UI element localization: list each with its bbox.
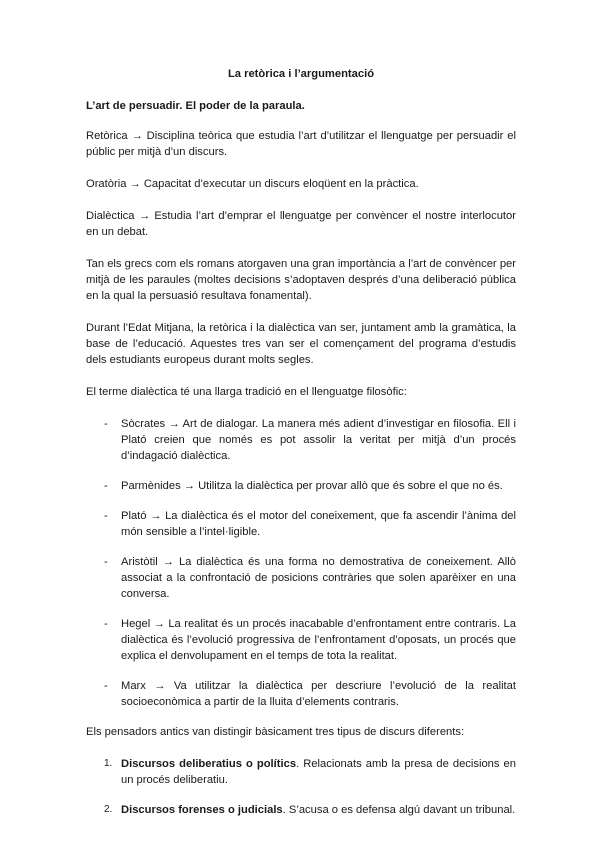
philosophers-list xyxy=(86,416,516,710)
list-item-deliberative xyxy=(86,756,516,788)
discourse-type-name: Discursos forenses o judicials xyxy=(121,804,283,816)
dash-bullet: - xyxy=(104,510,108,522)
paragraph-greeks-romans: Tan els grecs com els romans atorgaven una gran importància a l’art de convèncer per mitjà de les paraules (moltes decisions s’adoptaven després d’una deliberació pública en la qual la persuasió resultava fonamental). xyxy=(86,258,516,302)
definition-dialectica: Dialèctica → Estudia l’art d’emprar el llenguatge per convèncer el nostre interlocutor en un debat. xyxy=(86,210,516,238)
list-item-text: Parmènides → Utilitza la dialèctica per provar allò que és sobre el que no és. xyxy=(121,480,503,492)
list-item-hegel xyxy=(86,616,516,664)
document-subtitle: L’art de persuadir. El poder de la paraula. xyxy=(86,100,305,112)
list-item-text: Aristòtil → La dialèctica és una forma no demostrativa de coneixement. Allò associat a la confrontació de posicions contràries que solen aparèixer en una conversa. xyxy=(121,556,516,600)
paragraph-middle-ages: Durant l’Edat Mitjana, la retòrica i la dialèctica van ser, juntament amb la gramàtica, la base de l’educació. Aquestes tres van ser el començament del programa d’estudis dels estudiants europeus durant molts segles. xyxy=(86,322,516,366)
dash-bullet: - xyxy=(104,680,108,692)
list-number: 2. xyxy=(104,804,113,815)
discourse-type-description: . S’acusa o es defensa algú davant un tribunal. xyxy=(282,804,516,816)
list-item-aristotle xyxy=(86,554,516,602)
list-item-plato xyxy=(86,508,516,540)
list-item-forensic xyxy=(86,802,516,818)
definition-oratoria: Oratòria → Capacitat d’executar un discurs eloqüent en la pràctica. xyxy=(86,178,419,190)
list-item-text: Sòcrates → Art de dialogar. La manera més adient d’investigar en filosofia. Ell i Plató creien que només es pot assolir la veritat per mitjà d’un procés d’indagació dialèctica. xyxy=(121,418,516,462)
definition-retorica: Retòrica → Disciplina teòrica que estudia l’art d’utilitzar el llenguatge per persuadir el públic per mitjà d’un discurs. xyxy=(86,130,516,158)
list-item-socrates xyxy=(86,416,516,464)
list-item-text: Marx → Va utilitzar la dialèctica per descriure l’evolució de la realitat socioeconòmica a partir de la lluita d’elements contraris. xyxy=(121,680,516,708)
discourse-types-list xyxy=(86,756,516,818)
discourse-type-name: Discursos deliberatius o polítics xyxy=(121,758,297,770)
dash-bullet: - xyxy=(104,480,108,492)
document-body xyxy=(86,66,516,832)
list-item-parmenides xyxy=(86,478,516,494)
list-item-marx xyxy=(86,678,516,710)
list-number: 1. xyxy=(104,758,113,769)
paragraph-dialectic-intro: El terme dialèctica té una llarga tradició en el llenguatge filosòfic: xyxy=(86,386,407,398)
document-title: La retòrica i l’argumentació xyxy=(227,68,375,80)
dash-bullet: - xyxy=(104,418,108,430)
list-item-text: Hegel → La realitat és un procés inacabable d’enfrontament entre contraris. La dialèctica és l’evolució progressiva de l’enfrontament d’oposats, un procés que explica el denvolupament en el temps de tota la realitat. xyxy=(121,618,516,662)
list-item-text: Plató → La dialèctica és el motor del coneixement, que fa ascendir l’ànima del món sensible a l’intel·ligible. xyxy=(121,510,516,538)
dash-bullet: - xyxy=(104,618,108,630)
dash-bullet: - xyxy=(104,556,108,568)
discourse-type-description: . Relacionats amb la presa de decisions en un procés deliberatiu. xyxy=(121,758,516,786)
paragraph-types-intro: Els pensadors antics van distingir bàsicament tres tipus de discurs diferents: xyxy=(86,726,465,738)
